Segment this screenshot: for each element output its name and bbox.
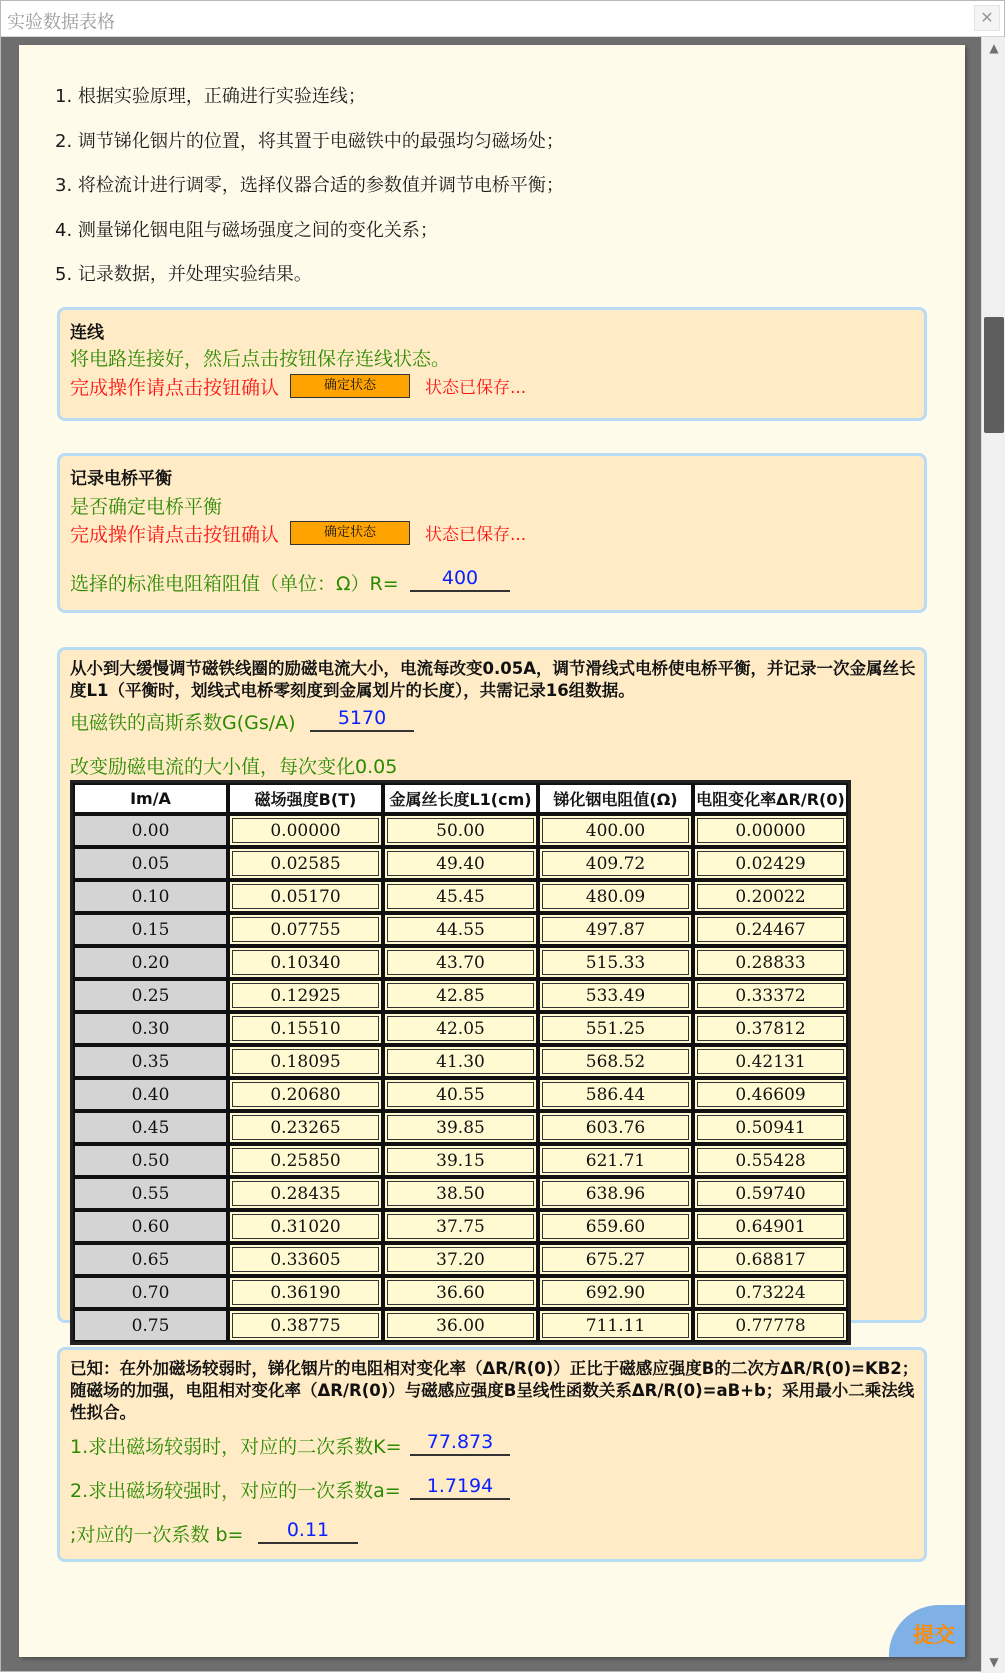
value-cell [538,1012,693,1045]
value-cell [693,847,848,880]
value-input[interactable]: 551.25 [542,1016,689,1041]
value-cell [228,946,383,979]
current-cell: 0.45 [73,1111,228,1144]
value-input[interactable]: 0.20680 [232,1082,379,1107]
value-cell [693,1045,848,1078]
value-input[interactable]: 0.46609 [697,1082,844,1107]
table-row [73,1111,848,1144]
value-cell [383,1144,538,1177]
value-cell [383,1012,538,1045]
value-cell [693,1210,848,1243]
balance-status: 状态已保存... [425,525,527,545]
value-input[interactable]: 0.05170 [232,884,379,909]
value-input[interactable]: 0.33372 [697,983,844,1008]
balance-confirm-text: 完成操作请点击按钮确认 [70,524,280,546]
value-cell [383,1243,538,1276]
titlebar [1,1,1004,37]
value-input[interactable]: 0.33605 [232,1247,379,1272]
k-label: 1.求出磁场较弱时，对应的二次系数K= [70,1436,402,1458]
value-cell [538,1177,693,1210]
b-input[interactable]: 0.11 [258,1518,358,1544]
current-cell: 0.75 [73,1309,228,1342]
value-cell [538,814,693,847]
wiring-instruction: 将电路连接好，然后点击按钮保存连线状态。 [70,348,451,370]
value-input[interactable]: 0.12925 [232,983,379,1008]
balance-question: 是否确定电桥平衡 [70,496,223,518]
value-input[interactable]: 0.31020 [232,1214,379,1239]
value-input[interactable]: 692.90 [542,1280,689,1305]
value-input[interactable]: 675.27 [542,1247,689,1272]
value-input[interactable]: 0.10340 [232,950,379,975]
value-input[interactable]: 0.37812 [697,1016,844,1041]
column-header: 磁场强度B(T) [228,783,383,814]
table-row [73,1243,848,1276]
value-cell [538,1210,693,1243]
value-input[interactable]: 37.75 [387,1214,534,1239]
value-input[interactable]: 0.00000 [232,818,379,843]
value-cell [228,1177,383,1210]
resistance-input[interactable]: 400 [410,566,510,592]
value-cell [228,880,383,913]
value-input[interactable]: 41.30 [387,1049,534,1074]
current-change-label: 改变励磁电流的大小值，每次变化0.05 [70,756,398,778]
submit-button[interactable]: 提交 [889,1605,965,1657]
step-item: 4. 测量锑化铟电阻与磁场强度之间的变化关系； [55,219,438,241]
value-input[interactable]: 0.02429 [697,851,844,876]
value-input[interactable]: 0.02585 [232,851,379,876]
table-row [73,1177,848,1210]
value-cell [228,1276,383,1309]
value-input[interactable]: 0.73224 [697,1280,844,1305]
close-icon[interactable]: ✕ [974,5,1000,31]
value-input[interactable]: 0.64901 [697,1214,844,1239]
wiring-confirm-button[interactable]: 确定状态 [290,374,410,398]
value-input[interactable]: 0.07755 [232,917,379,942]
value-cell [383,979,538,1012]
value-cell [228,913,383,946]
value-input[interactable]: 45.45 [387,884,534,909]
value-cell [228,1243,383,1276]
value-cell [693,979,848,1012]
value-cell [538,1309,693,1342]
value-cell [693,1012,848,1045]
table-row [73,1045,848,1078]
value-cell [693,880,848,913]
value-cell [228,1012,383,1045]
value-cell [693,1144,848,1177]
table-row [73,1309,848,1342]
value-cell [538,946,693,979]
vertical-scrollbar[interactable] [981,37,1005,1673]
value-input[interactable]: 36.00 [387,1313,534,1338]
value-cell [228,1210,383,1243]
value-cell [228,1045,383,1078]
value-input[interactable]: 659.60 [542,1214,689,1239]
value-input[interactable]: 0.20022 [697,884,844,909]
value-cell [383,880,538,913]
b-label: ;对应的一次系数 b= [70,1524,244,1546]
table-row [73,1276,848,1309]
current-cell: 0.05 [73,847,228,880]
value-input[interactable]: 711.11 [542,1313,689,1338]
value-input[interactable]: 0.55428 [697,1148,844,1173]
value-cell [693,1177,848,1210]
column-header: Im/A [73,783,228,814]
value-cell [538,1144,693,1177]
column-header: 锑化铟电阻值(Ω) [538,783,693,814]
wiring-status: 状态已保存... [425,378,527,398]
gauss-label: 电磁铁的高斯系数G(Gs/A) [70,712,296,734]
value-cell [538,1111,693,1144]
value-cell [228,1078,383,1111]
value-cell [383,1210,538,1243]
measurement-description: 从小到大缓慢调节磁铁线圈的励磁电流大小，电流每改变0.05A，调节滑线式电桥使电桥平衡，并记录一次金属丝长度L1（平衡时，划线式电桥零刻度到金属划片的长度），共需记录16组数据。 [70,659,916,700]
current-cell: 0.40 [73,1078,228,1111]
value-input[interactable]: 0.15510 [232,1016,379,1041]
step-item: 5. 记录数据，并处理实验结果。 [55,264,312,285]
value-input[interactable]: 39.15 [387,1148,534,1173]
balance-title: 记录电桥平衡 [70,469,172,489]
value-cell [383,814,538,847]
value-input[interactable]: 586.44 [542,1082,689,1107]
value-input[interactable]: 50.00 [387,818,534,843]
value-input[interactable]: 480.09 [542,884,689,909]
current-cell: 0.60 [73,1210,228,1243]
value-cell [693,1078,848,1111]
table-row [73,1078,848,1111]
value-input[interactable]: 49.40 [387,851,534,876]
value-input[interactable]: 0.00000 [697,818,844,843]
value-input[interactable]: 638.96 [542,1181,689,1206]
value-input[interactable]: 39.85 [387,1115,534,1140]
value-cell [693,1243,848,1276]
value-cell [228,814,383,847]
content-area [19,45,965,1657]
value-cell [383,913,538,946]
window-title: 实验数据表格 [7,12,115,33]
value-cell [538,1276,693,1309]
scroll-up-icon[interactable]: ▲ [989,41,999,55]
value-cell [538,1078,693,1111]
value-input[interactable]: 497.87 [542,917,689,942]
value-cell [228,1309,383,1342]
fit-panel [57,1347,927,1562]
value-cell [383,1177,538,1210]
value-cell [693,814,848,847]
value-cell [538,979,693,1012]
value-input[interactable]: 515.33 [542,950,689,975]
value-cell [228,979,383,1012]
value-input[interactable]: 38.50 [387,1181,534,1206]
wiring-panel [57,307,927,421]
current-cell: 0.30 [73,1012,228,1045]
a-input[interactable]: 1.7194 [410,1474,510,1500]
value-cell [383,946,538,979]
value-input[interactable]: 409.72 [542,851,689,876]
value-input[interactable]: 0.36190 [232,1280,379,1305]
current-cell: 0.00 [73,814,228,847]
value-input[interactable]: 0.38775 [232,1313,379,1338]
table-row [73,1012,848,1045]
value-cell [693,1309,848,1342]
column-header: 金属丝长度L1(cm) [383,783,538,814]
value-cell [383,1276,538,1309]
value-cell [383,847,538,880]
value-input[interactable]: 37.20 [387,1247,534,1272]
value-cell [228,1111,383,1144]
table-row [73,946,848,979]
k-input[interactable]: 77.873 [410,1430,510,1456]
value-input[interactable]: 0.28435 [232,1181,379,1206]
value-input[interactable]: 0.50941 [697,1115,844,1140]
table-row [73,847,848,880]
current-cell: 0.55 [73,1177,228,1210]
value-cell [538,880,693,913]
table-row [73,880,848,913]
value-cell [693,1276,848,1309]
current-cell: 0.70 [73,1276,228,1309]
value-input[interactable]: 0.23265 [232,1115,379,1140]
scrollbar-thumb[interactable] [984,317,1004,433]
step-list [55,75,564,298]
wiring-title: 连线 [70,323,104,343]
current-cell: 0.50 [73,1144,228,1177]
value-input[interactable]: 43.70 [387,950,534,975]
scroll-down-icon[interactable]: ▼ [989,1655,999,1669]
table-row [73,814,848,847]
value-input[interactable]: 40.55 [387,1082,534,1107]
value-input[interactable]: 0.28833 [697,950,844,975]
step-item: 3. 将检流计进行调零，选择仪器合适的参数值并调节电桥平衡； [55,175,564,196]
table-row [73,1210,848,1243]
value-cell [538,913,693,946]
value-cell [228,847,383,880]
value-cell [538,847,693,880]
step-item: 2. 调节锑化铟片的位置，将其置于电磁铁中的最强均匀磁场处； [55,130,564,152]
value-input[interactable]: 0.18095 [232,1049,379,1074]
measurement-panel [57,647,927,1336]
current-cell: 0.20 [73,946,228,979]
value-input[interactable]: 42.85 [387,983,534,1008]
table-row [73,913,848,946]
value-input[interactable]: 621.71 [542,1148,689,1173]
value-cell [693,913,848,946]
gauss-input[interactable]: 5170 [310,706,414,732]
value-input[interactable]: 0.42131 [697,1049,844,1074]
data-table [70,780,851,1345]
value-cell [228,1144,383,1177]
value-cell [383,1078,538,1111]
current-cell: 0.15 [73,913,228,946]
value-input[interactable]: 400.00 [542,818,689,843]
value-input[interactable]: 0.25850 [232,1148,379,1173]
table-row [73,979,848,1012]
balance-confirm-button[interactable]: 确定状态 [290,521,410,545]
value-input[interactable]: 42.05 [387,1016,534,1041]
value-input[interactable]: 0.24467 [697,917,844,942]
value-cell [693,1111,848,1144]
fit-description: 已知：在外加磁场较弱时，锑化铟片的电阻相对变化率（ΔR/R(0)）正比于磁感应强度B的二次方ΔR/R(0)=KB2；随磁场的加强，电阻相对变化率（ΔR/R(0)）与磁感应强度B呈线性函数关系ΔR/R(0)=aB+b；采用最小二乘法线性拟合。 [70,1359,919,1422]
resistance-label: 选择的标准电阻箱阻值（单位：Ω）R= [70,573,399,595]
current-cell: 0.10 [73,880,228,913]
value-input[interactable]: 603.76 [542,1115,689,1140]
value-input[interactable]: 533.49 [542,983,689,1008]
value-cell [383,1309,538,1342]
a-label: 2.求出磁场较强时，对应的一次系数a= [70,1480,401,1502]
table-row [73,1144,848,1177]
wiring-confirm-text: 完成操作请点击按钮确认 [70,377,280,399]
value-input[interactable]: 0.59740 [697,1181,844,1206]
value-input[interactable]: 44.55 [387,917,534,942]
value-cell [693,946,848,979]
step-item: 1. 根据实验原理，正确进行实验连线； [55,86,366,107]
value-cell [383,1045,538,1078]
value-input[interactable]: 0.77778 [697,1313,844,1338]
value-cell [383,1111,538,1144]
current-cell: 0.65 [73,1243,228,1276]
current-cell: 0.25 [73,979,228,1012]
balance-panel [57,453,927,613]
table-header-row [73,783,848,814]
value-cell [538,1045,693,1078]
value-cell [538,1243,693,1276]
value-input[interactable]: 568.52 [542,1049,689,1074]
value-input[interactable]: 36.60 [387,1280,534,1305]
current-cell: 0.35 [73,1045,228,1078]
table-body [73,814,848,1342]
column-header: 电阻变化率ΔR/R(0) [693,783,848,814]
value-input[interactable]: 0.68817 [697,1247,844,1272]
